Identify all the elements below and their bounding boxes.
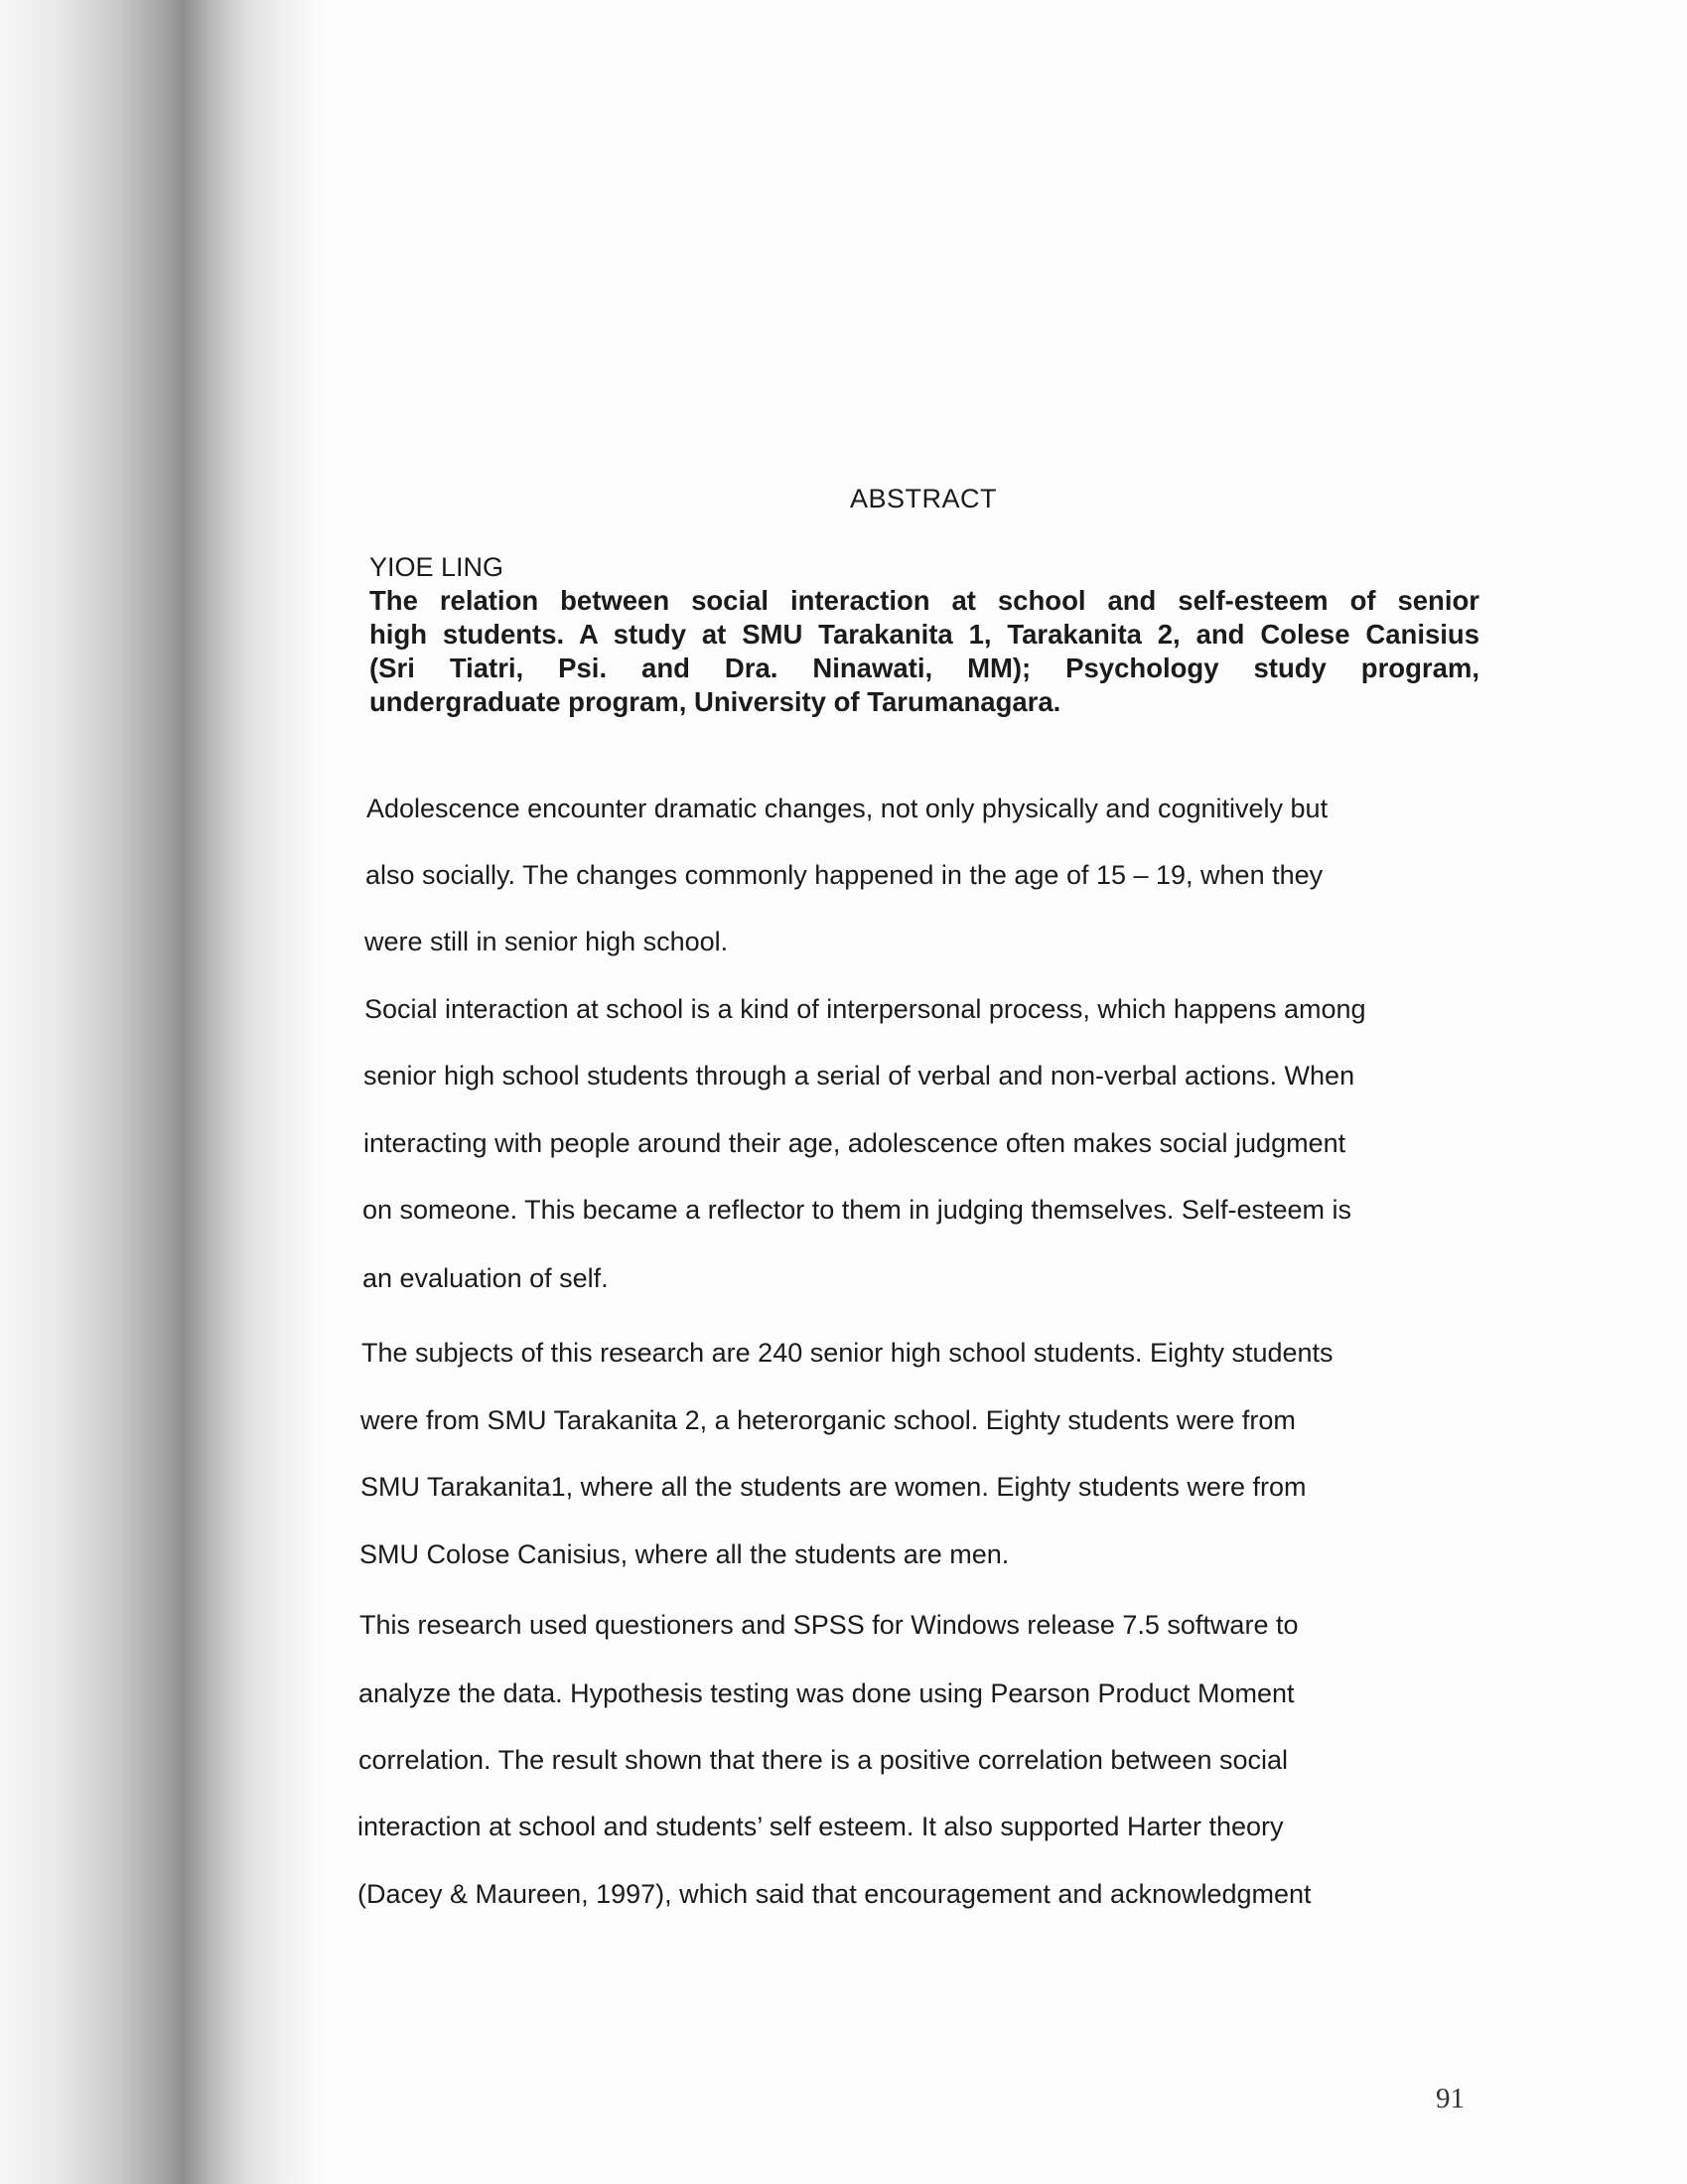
binding-shadow [0,0,328,2184]
body-text-line: SMU Tarakanita1, where all the students are women. Eighty students were from [360,1472,1307,1502]
body-text-line: also socially. The changes commonly happened in the age of 15 – 19, when they [365,860,1324,890]
body-text-line: correlation. The result shown that there is a positive correlation between social [358,1745,1288,1775]
abstract-header-block [369,550,1479,719]
thesis-title-line: The relation between social interaction at school and self-esteem of senior [369,585,1479,616]
abstract-heading: ABSTRACT [849,484,998,513]
body-text-line: were from SMU Tarakanita 2, a heterorganic school. Eighty students were from [360,1405,1296,1435]
body-text-line: on someone. This became a reflector to them in judging themselves. Self-esteem is [362,1195,1351,1225]
page-number: 91 [1436,2083,1465,2114]
thesis-title-line: high students. A study at SMU Tarakanita 1, Tarakanita 2, and Colese Canisius [369,619,1479,650]
body-text-line: senior high school students through a serial of verbal and non-verbal actions. When [363,1061,1355,1091]
body-text-line: Adolescence encounter dramatic changes, not only physically and cognitively but [366,794,1329,823]
body-text-line: The subjects of this research are 240 senior high school students. Eighty students [361,1338,1334,1368]
body-text-line: interacting with people around their age, adolescence often makes social judgment [363,1128,1346,1158]
body-text-line: analyze the data. Hypothesis testing was done using Pearson Product Moment [358,1678,1295,1708]
body-text-line: interaction at school and students’ self esteem. It also supported Harter theory [357,1812,1284,1841]
body-text-line: Social interaction at school is a kind of interpersonal process, which happens among [364,994,1366,1024]
body-text-line: an evaluation of self. [362,1263,609,1293]
body-text-line: (Dacey & Maureen, 1997), which said that encouragement and acknowledgment [357,1879,1312,1909]
body-text-line: SMU Colose Canisius, where all the students are men. [359,1539,1010,1569]
author-name: YIOE LING [369,552,504,582]
body-text-line: were still in senior high school. [364,927,729,956]
thesis-title-line: (Sri Tiatri, Psi. and Dra. Ninawati, MM); Psychology study program, [369,653,1479,683]
body-text-line: This research used questioners and SPSS for Windows release 7.5 software to [359,1610,1299,1640]
thesis-title-line: undergraduate program, University of Tarumanagara. [369,686,1061,717]
